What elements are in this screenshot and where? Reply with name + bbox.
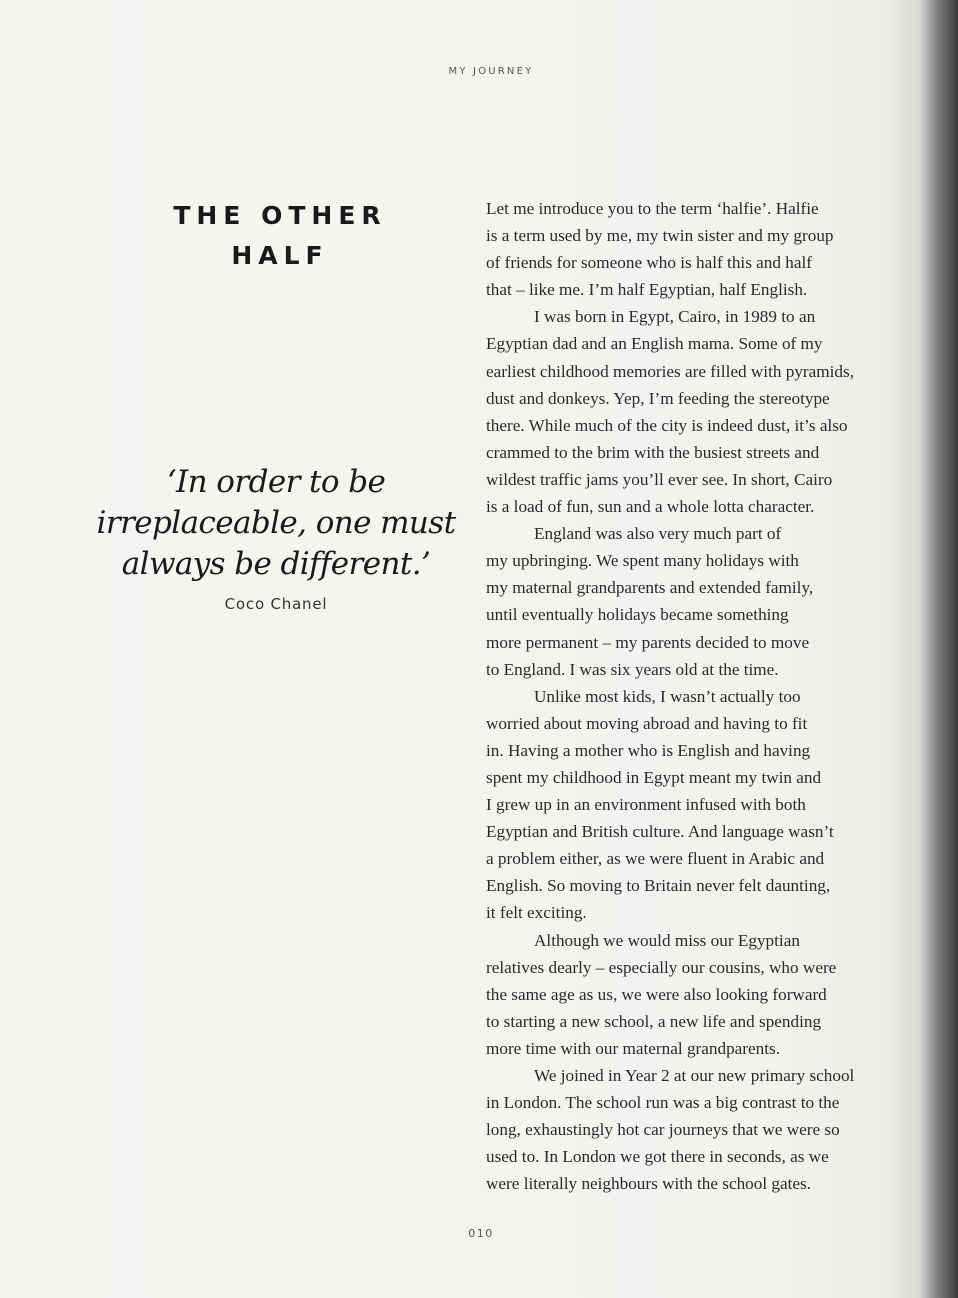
body-line: in. Having a mother who is English and having bbox=[486, 740, 811, 760]
body-line: relatives dearly – especially our cousins, who were bbox=[486, 957, 837, 977]
body-line: there. While much of the city is indeed dust, it’s also bbox=[486, 415, 848, 435]
body-line: it felt exciting. bbox=[486, 903, 587, 923]
body-line: that – like me. I’m half Egyptian, half English. bbox=[486, 280, 808, 300]
epigraph-quote-line: always be different.’ bbox=[121, 546, 431, 582]
running-head: MY JOURNEY bbox=[448, 66, 534, 77]
chapter-title bbox=[130, 196, 430, 276]
body-line: I grew up in an environment infused with both bbox=[486, 795, 806, 815]
body-line: in London. The school run was a big contrast to the bbox=[486, 1093, 840, 1113]
body-line: to starting a new school, a new life and spending bbox=[486, 1011, 822, 1031]
body-line: used to. In London we got there in seconds, as we bbox=[486, 1147, 829, 1167]
body-line: my maternal grandparents and extended family, bbox=[486, 578, 814, 598]
epigraph-quote-line: irreplaceable, one must bbox=[96, 505, 456, 541]
body-line: to England. I was six years old at the time. bbox=[486, 659, 779, 679]
body-line: is a term used by me, my twin sister and my group bbox=[486, 226, 834, 246]
body-line: spent my childhood in Egypt meant my twin and bbox=[486, 767, 822, 787]
body-line: Unlike most kids, I wasn’t actually too bbox=[534, 686, 801, 706]
body-text bbox=[486, 195, 926, 1197]
body-line: the same age as us, we were also looking forward bbox=[486, 984, 827, 1004]
body-line: until eventually holidays became something bbox=[486, 605, 789, 625]
body-line: is a load of fun, sun and a whole lotta character. bbox=[486, 497, 815, 517]
body-line: a problem either, as we were fluent in Arabic and bbox=[486, 849, 825, 869]
body-line: were literally neighbours with the school gates. bbox=[486, 1174, 812, 1194]
page-number: 010 bbox=[468, 1227, 494, 1240]
body-line: earliest childhood memories are filled with pyramids, bbox=[486, 361, 854, 381]
body-line: Let me introduce you to the term ‘halfie’. Halfie bbox=[486, 199, 819, 218]
body-line: of friends for someone who is half this and half bbox=[486, 253, 813, 273]
body-line: long, exhaustingly hot car journeys that we were so bbox=[486, 1120, 840, 1140]
body-line: English. So moving to Britain never felt daunting, bbox=[486, 876, 831, 896]
epigraph-author: Coco Chanel bbox=[224, 595, 328, 613]
body-line: wildest traffic jams you’ll ever see. In short, Cairo bbox=[486, 469, 833, 489]
chapter-title-line: THE OTHER bbox=[173, 201, 387, 230]
body-line: I was born in Egypt, Cairo, in 1989 to an bbox=[534, 307, 816, 327]
body-line: We joined in Year 2 at our new primary school bbox=[534, 1066, 855, 1085]
body-line: more permanent – my parents decided to move bbox=[486, 632, 810, 652]
body-line: worried about moving abroad and having to fit bbox=[486, 713, 808, 733]
body-line: my upbringing. We spent many holidays with bbox=[486, 551, 799, 571]
body-line: Although we would miss our Egyptian bbox=[534, 930, 800, 950]
body-line: more time with our maternal grandparents. bbox=[486, 1038, 781, 1058]
body-line: Egyptian dad and an English mama. Some of my bbox=[486, 334, 823, 354]
body-line: crammed to the brim with the busiest streets and bbox=[486, 442, 820, 462]
chapter-title-line: HALF bbox=[231, 241, 329, 270]
epigraph-quote-line: ‘In order to be bbox=[166, 464, 386, 500]
epigraph-quote bbox=[90, 462, 462, 585]
body-line: Egyptian and British culture. And language wasn’t bbox=[486, 822, 834, 842]
epigraph bbox=[90, 462, 462, 613]
body-line: England was also very much part of bbox=[534, 524, 782, 544]
body-line: dust and donkeys. Yep, I’m feeding the stereotype bbox=[486, 388, 830, 408]
